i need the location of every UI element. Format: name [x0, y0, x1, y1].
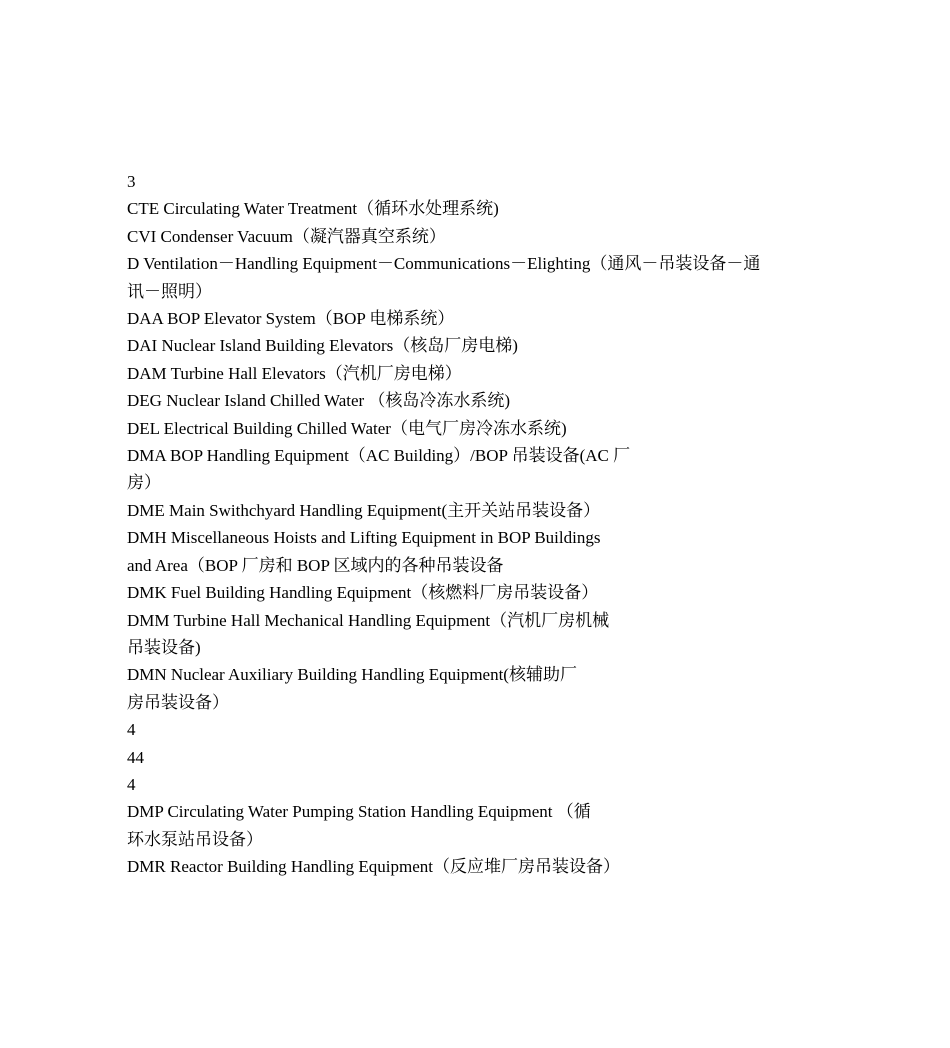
- text-line: CTE Circulating Water Treatment（循环水处理系统): [127, 199, 499, 219]
- text-line: 4: [127, 720, 136, 740]
- text-line: 44: [127, 747, 144, 767]
- text-line: DMP Circulating Water Pumping Station Handling Equipment （循: [127, 802, 591, 822]
- text-line: DMH Miscellaneous Hoists and Lifting Equipment in BOP Buildings: [127, 528, 601, 548]
- text-line: DAI Nuclear Island Building Elevators（核岛厂房电梯): [127, 336, 518, 356]
- document-body: [127, 168, 827, 881]
- text-line: DEG Nuclear Island Chilled Water （核岛冷冻水系统): [127, 391, 511, 411]
- text-line: 3: [127, 172, 136, 191]
- text-line: DMN Nuclear Auxiliary Building Handling Equipment(核辅助厂: [127, 665, 577, 685]
- text-line: and Area（BOP 厂房和 BOP 区域内的各种吊装设备: [127, 555, 504, 575]
- text-line: DMM Turbine Hall Mechanical Handling Equipment（汽机厂房机械: [127, 610, 610, 630]
- text-line: 房吊装设备）: [127, 692, 229, 712]
- text-line: 吊装设备): [127, 637, 201, 657]
- text-line: DEL Electrical Building Chilled Water（电气厂房冷冻水系统): [127, 418, 567, 438]
- text-line: DME Main Swithchyard Handling Equipment(主开关站吊装设备）: [127, 500, 601, 520]
- text-line: 4: [127, 774, 136, 794]
- text-line: DAA BOP Elevator System（BOP 电梯系统）: [127, 309, 455, 329]
- text-line: CVI Condenser Vacuum（凝汽器真空系统）: [127, 226, 446, 246]
- text-line: 环水泵站吊设备）: [127, 829, 263, 849]
- text-line: 讯－照明）: [127, 281, 212, 301]
- text-line: DMA BOP Handling Equipment（AC Building）/BOP 吊装设备(AC 厂: [127, 446, 631, 466]
- text-line: DMR Reactor Building Handling Equipment（反应堆厂房吊装设备）: [127, 857, 620, 877]
- text-line: DAM Turbine Hall Elevators（汽机厂房电梯）: [127, 363, 462, 383]
- text-line: DMK Fuel Building Handling Equipment（核燃料厂房吊装设备）: [127, 583, 599, 603]
- text-line: 房）: [127, 473, 161, 493]
- text-line: D Ventilation－Handling Equipment－Communications－Elighting（通风－吊装设备－通: [127, 254, 761, 274]
